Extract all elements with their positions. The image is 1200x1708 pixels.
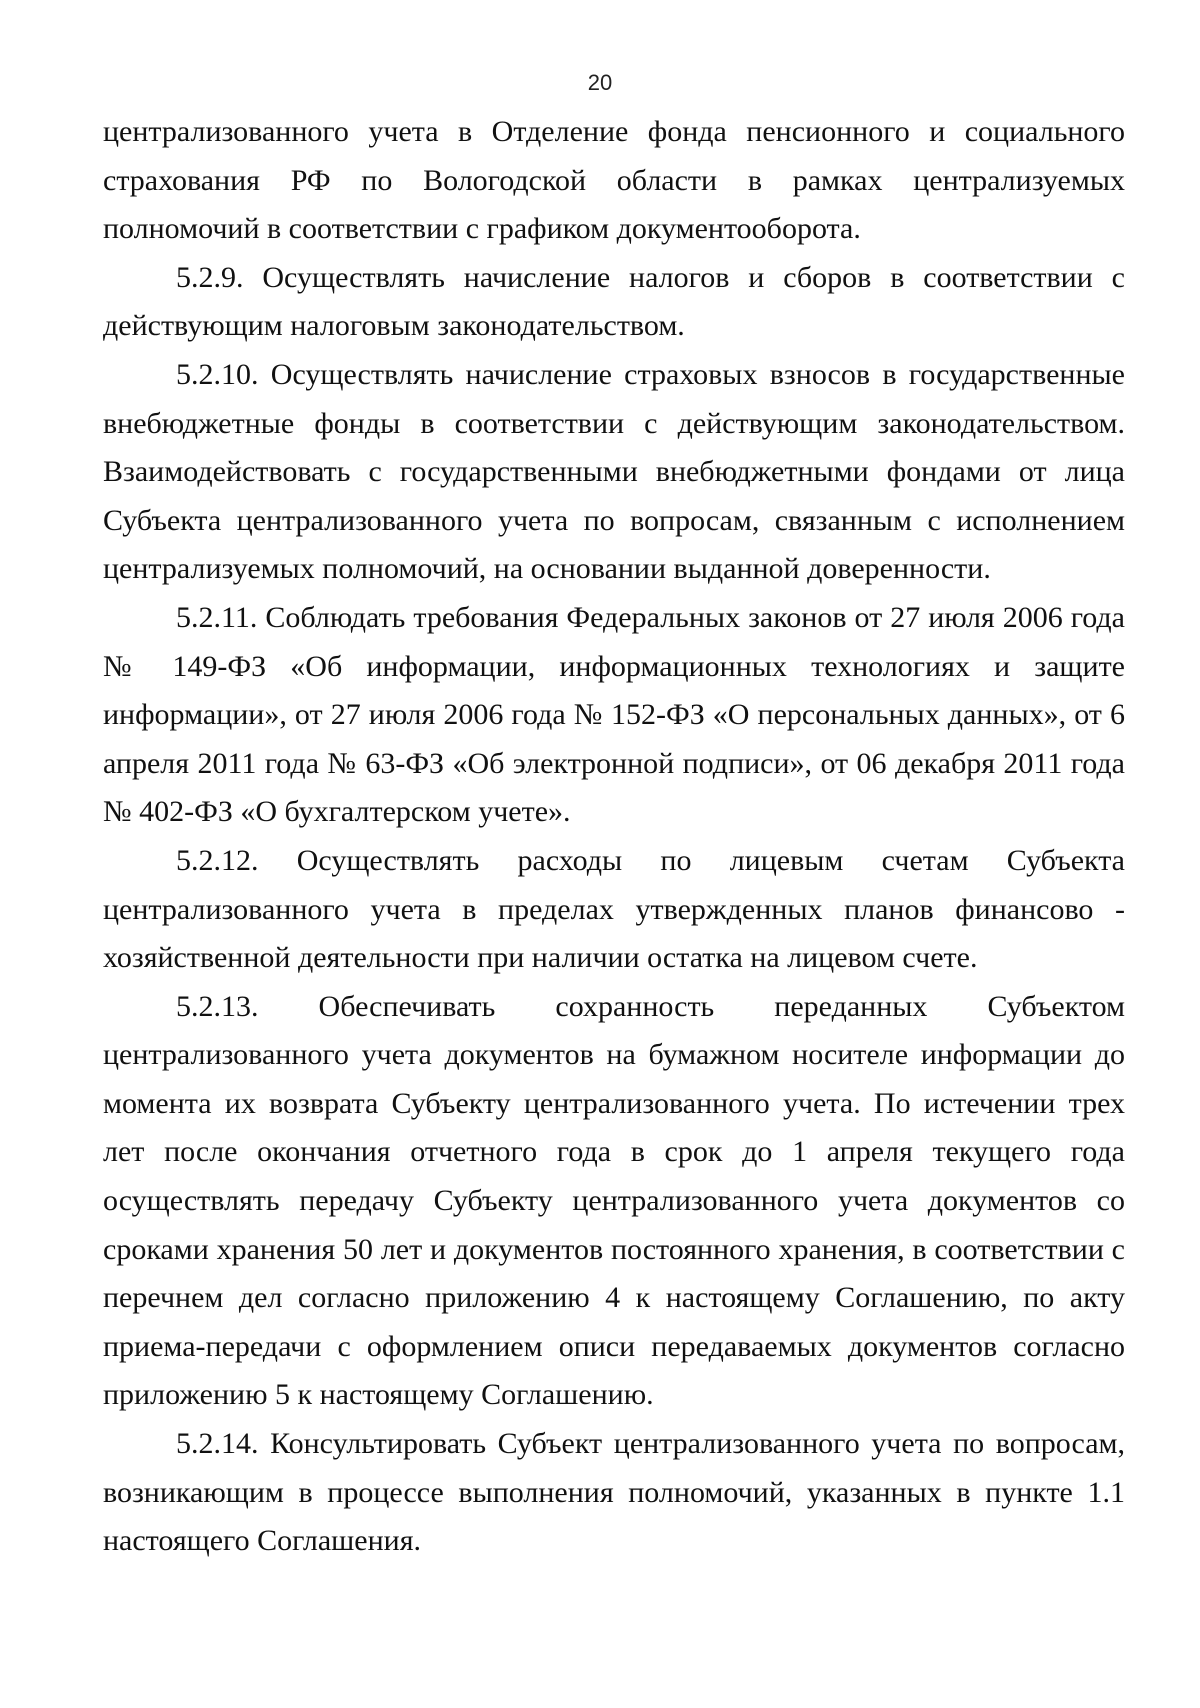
paragraph-continuation: централизованного учета в Отделение фонда пенсионного и социального страхования РФ по Вологодской области в рамках централизуемых полномочий в соответствии с графиком документооборота. [103,115,1125,246]
paragraph-5-2-10: 5.2.10. Осуществлять начисление страховых взносов в государственные внебюджетные фонды в соответствии с действующим законодательством. Взаимодействовать с государственными внебюджетными фондами от лица Субъекта централизованного учета по вопросам, связанным с исполнением централизуемых полномочий, на основании выданной доверенности. [103,357,1125,586]
paragraph-5-2-11: 5.2.11. Соблюдать требования Федеральных законов от 27 июля 2006 года № 149-ФЗ «Об информации, информационных технологиях и защите информации», от 27 июля 2006 года № 152-ФЗ «О персональных данных», от 6 апреля 2011 года № 63-ФЗ «Об электронной подписи», от 06 декабря 2011 года № 402-ФЗ «О бухгалтерском учете». [103,600,1125,829]
document-body [103,108,1125,1566]
paragraph-5-2-12: 5.2.12. Осуществлять расходы по лицевым счетам Субъекта централизованного учета в пределах утвержденных планов финансово - хозяйственной деятельности при наличии остатка на лицевом счете. [103,843,1125,975]
paragraph-5-2-14: 5.2.14. Консультировать Субъект централизованного учета по вопросам, возникающим в процессе выполнения полномочий, указанных в пункте 1.1 настоящего Соглашения. [103,1427,1125,1558]
paragraph-5-2-13: 5.2.13. Обеспечивать сохранность переданных Субъектом централизованного учета документов на бумажном носителе информации до момента их возврата Субъекту централизованного учета. По истечении трех лет после окончания отчетного года в срок до 1 апреля текущего года осуществлять передачу Субъекту централизованного учета документов со сроками хранения 50 лет и документов постоянного хранения, в соответствии с перечнем дел согласно приложению 4 к настоящему Соглашению, по акту приема-передачи с оформлением описи передаваемых документов согласно приложению 5 к настоящему Соглашению. [103,989,1125,1412]
page-number: 20 [587,70,613,95]
paragraph-5-2-9: 5.2.9. Осуществлять начисление налогов и сборов в соответствии с действующим налоговым законодательством. [103,260,1125,343]
